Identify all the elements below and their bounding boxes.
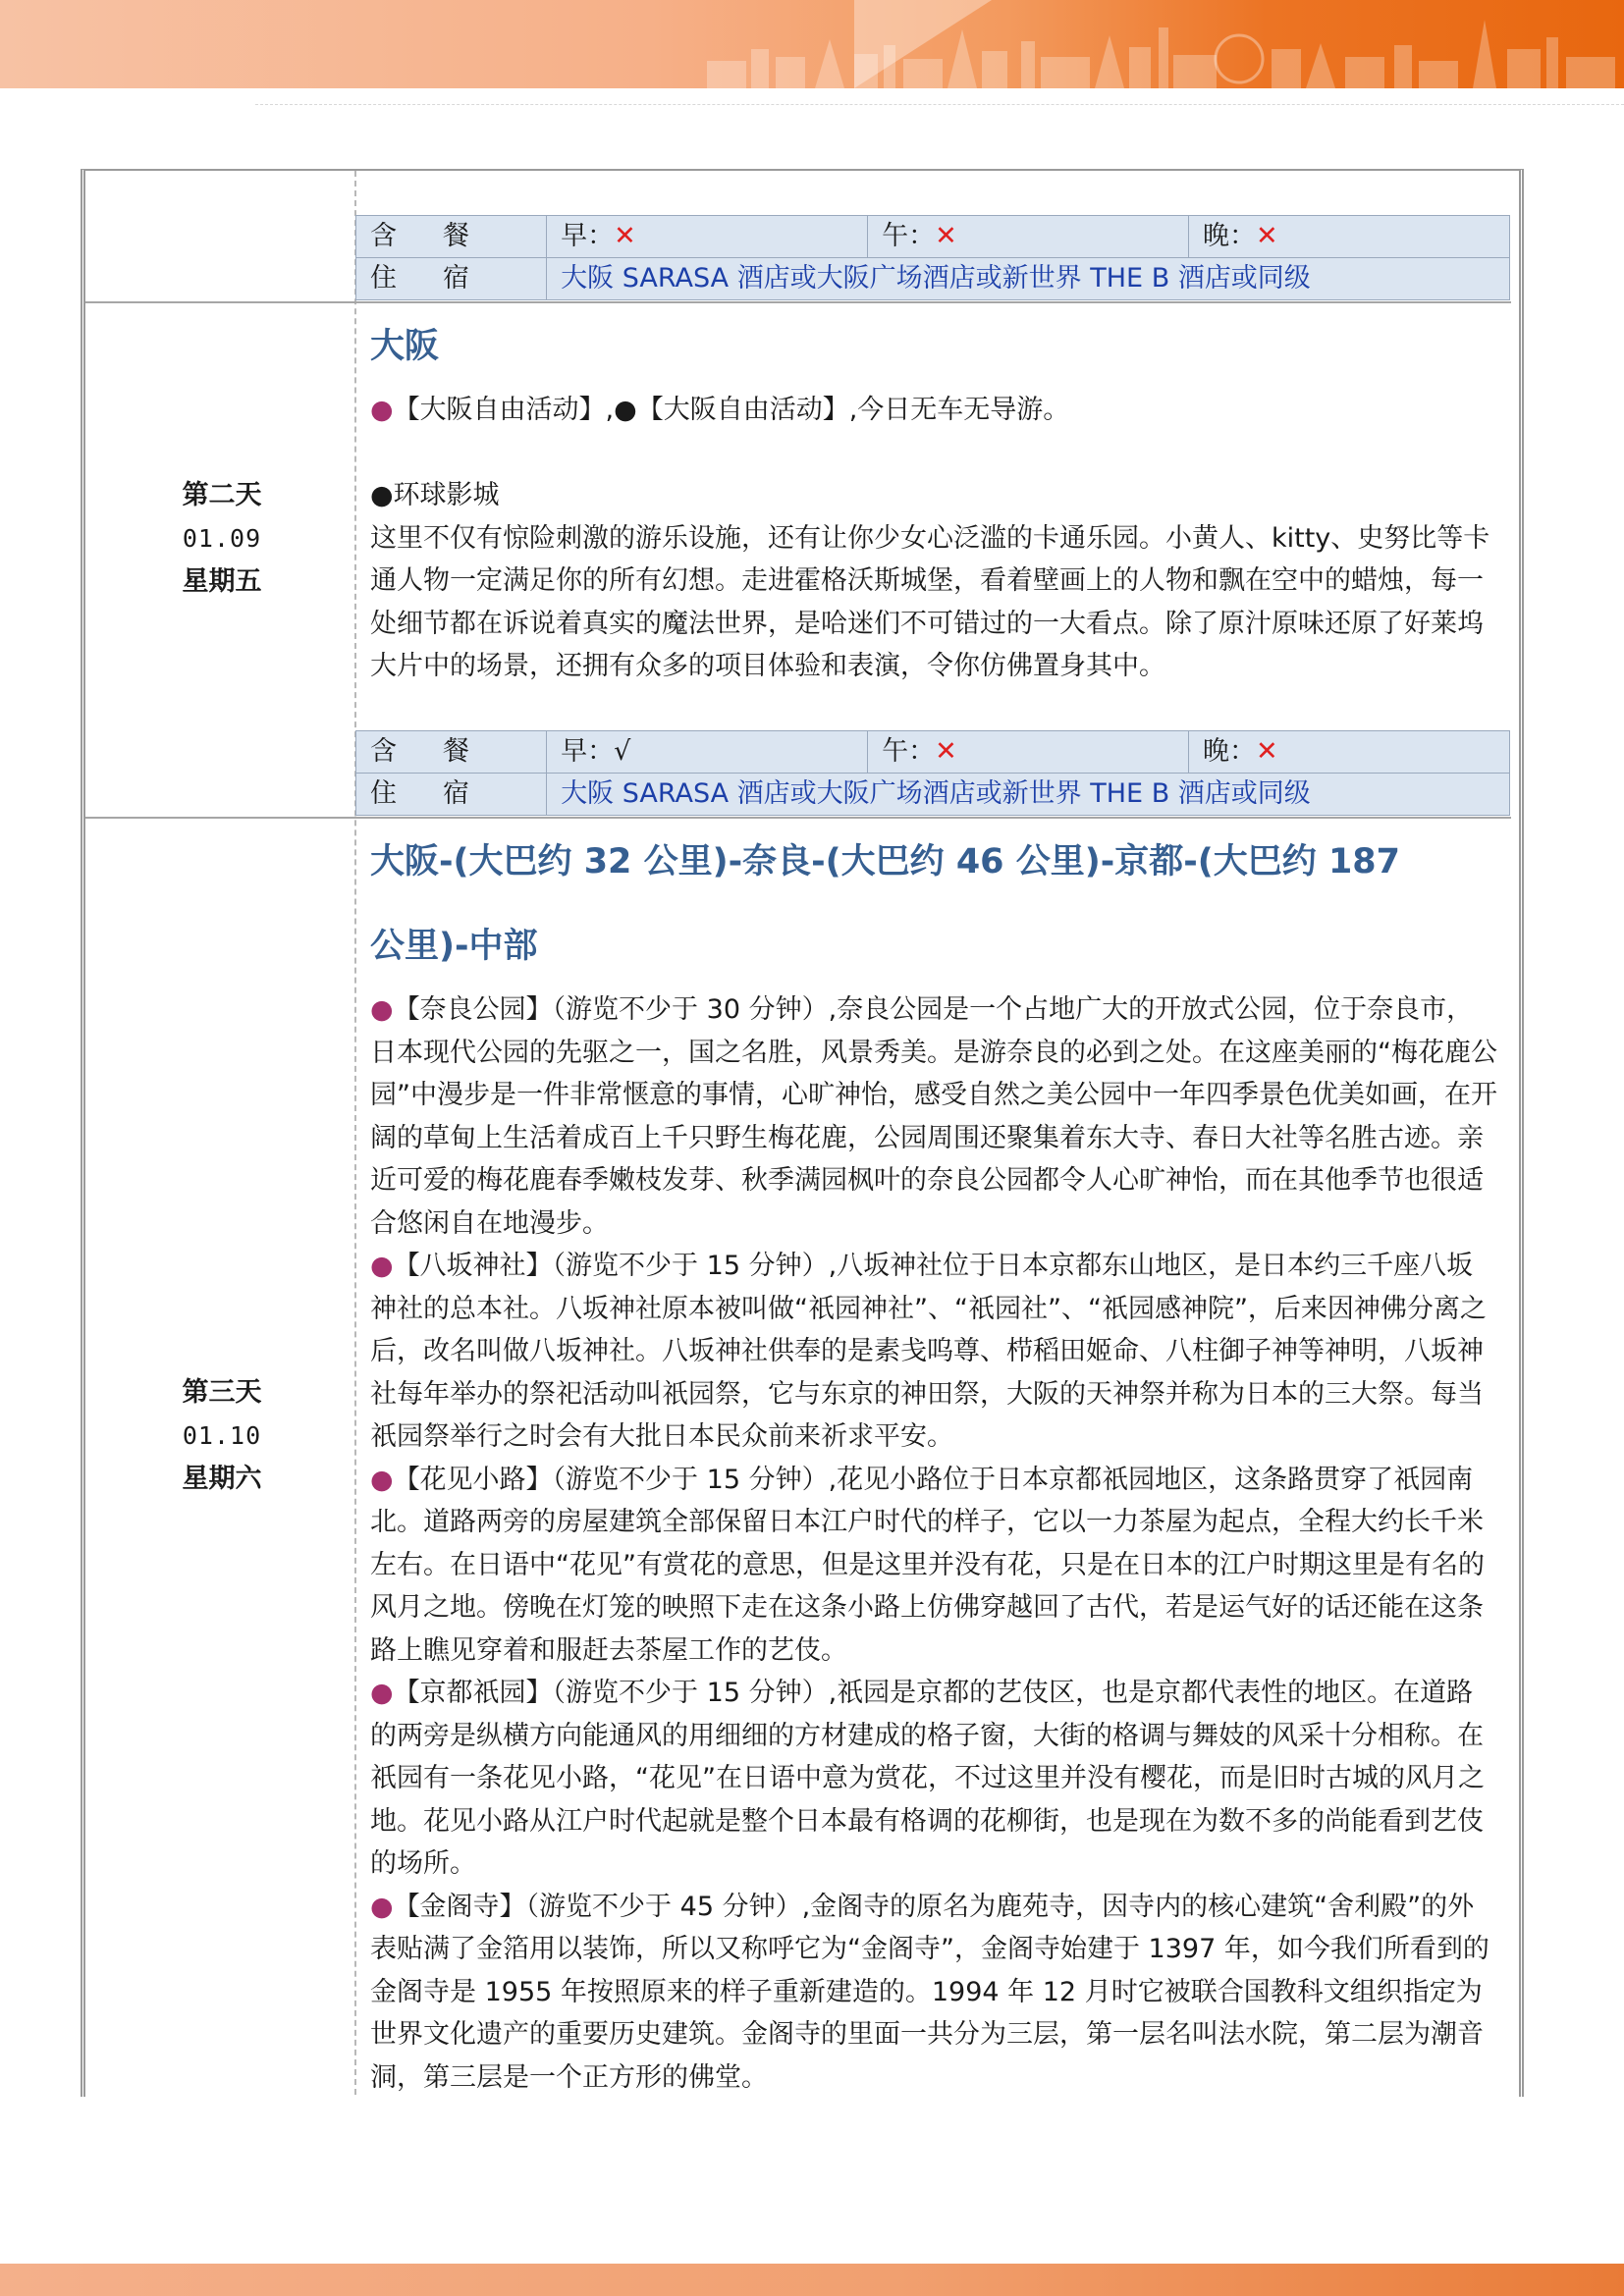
hotel-label: 住 宿	[356, 774, 547, 816]
breakfast-cell: 早：√	[547, 731, 868, 774]
footer-band	[0, 2264, 1624, 2296]
dinner-cell: 晚：✕	[1189, 216, 1510, 258]
lunch-cell: 午：✕	[868, 216, 1189, 258]
bullet-dot-icon: ●	[614, 395, 637, 425]
bullet-dot-icon: ●	[370, 1251, 394, 1281]
day2-intro: ●【大阪自由活动】,●【大阪自由活动】,今日无车无导游。	[370, 395, 1070, 425]
day2-meal-hotel-grid	[355, 730, 1510, 816]
day2-content	[370, 304, 1499, 688]
day3-title-line2: 公里)-中部	[370, 927, 538, 966]
meal-label: 含 餐	[356, 731, 547, 774]
lunch-cross-icon: ✕	[935, 221, 957, 251]
lunch-cross-icon: ✕	[935, 736, 957, 767]
bullet-dot-icon: ●	[370, 994, 394, 1025]
day2-name: 第二天	[182, 480, 262, 510]
header-divider	[255, 104, 1624, 105]
attraction-paragraph: ●【京都祇园】（游览不少于 15 分钟）,祇园是京都的艺伎区，也是京都代表性的地区。在道路的两旁是纵横方向能通风的用细细的方材建成的格子窗，大街的格调与舞妓的风采十分相称。在祇园有一条花见小路，“花见”在日语中意为赏花，不过这里并没有樱花，而是旧时古城的风月之地。花见小路从江户时代起就是整个日本最有格调的花柳街，也是现在为数不多的尚能看到艺伎的场所。	[370, 1678, 1485, 1879]
header-banner	[0, 0, 1624, 88]
breakfast-cross-icon: ✕	[614, 221, 636, 251]
dinner-cross-icon: ✕	[1256, 736, 1278, 767]
attraction-paragraph: ●【奈良公园】（游览不少于 30 分钟）,奈良公园是一个占地广大的开放式公园，位于奈良市，日本现代公园的先驱之一，国之名胜，风景秀美。是游奈良的必到之处。在这座美丽的“梅花鹿公园”中漫步是一件非常惬意的事情，心旷神怡，感受自然之美公园中一年四季景色优美如画，在开阔的草甸上生活着成百上千只野生梅花鹿，公园周围还聚集着东大寺、春日大社等名胜古迹。亲近可爱的梅花鹿春季嫩枝发芽、秋季满园枫叶的奈良公园都令人心旷神怡，而在其他季节也很适合悠闲自在地漫步。	[370, 994, 1497, 1239]
day3-date: 01.10	[182, 1421, 262, 1450]
day2-label	[90, 474, 353, 604]
day3-title-line1: 大阪-(大巴约 32 公里)-奈良-(大巴约 46 公里)-京都-(大巴约 187	[370, 842, 1401, 881]
lunch-cell: 午：✕	[868, 731, 1189, 774]
bullet-dot-icon: ●	[370, 395, 394, 425]
bullet-dot-icon: ●	[370, 1464, 394, 1495]
day2-spot: ●环球影城	[370, 480, 500, 510]
day2-date: 01.09	[182, 524, 262, 553]
breakfast-check-icon: √	[614, 736, 631, 767]
day2-description: 这里不仅有惊险刺激的游乐设施，还有让你少女心泛滥的卡通乐园。小黄人、kitty、史努比等卡通人物一定满足你的所有幻想。走进霍格沃斯城堡，看着壁画上的人物和飘在空中的蜡烛，每一处细节都在诉说着真实的魔法世界，是哈迷们不可错过的一大看点。除了原汁原味还原了好莱坞大片中的场景，还拥有众多的项目体验和表演，令你仿佛置身其中。	[370, 522, 1490, 681]
breakfast-cell: 早：✕	[547, 216, 868, 258]
attraction-paragraph: ●【八坂神社】（游览不少于 15 分钟）,八坂神社位于日本京都东山地区，是日本约三千座八坂神社的总本社。八坂神社原本被叫做“祇园神社”、“祇园社”、“祇园感神院”，后来因神佛分离之后，改名叫做八坂神社。八坂神社供奉的是素戋呜尊、栉稻田姬命、八柱御子神等神明，八坂神社每年举办的祭祀活动叫祇园祭，它与东京的神田祭，大阪的天神祭并称为日本的三大祭。每当祇园祭举行之时会有大批日本民众前来祈求平安。	[370, 1251, 1487, 1452]
dinner-cell: 晚：✕	[1189, 731, 1510, 774]
hotel-value: 大阪 SARASA 酒店或大阪广场酒店或新世界 THE B 酒店或同级	[547, 774, 1510, 816]
row-divider	[85, 817, 1511, 819]
city-skyline-icon	[0, 0, 1624, 88]
meal-hotel-grid	[355, 215, 1510, 300]
day2-weekday: 星期五	[182, 566, 262, 597]
day3-name: 第三天	[182, 1377, 262, 1408]
attraction-paragraph: ●【金阁寺】（游览不少于 45 分钟）,金阁寺的原名为鹿苑寺，因寺内的核心建筑“舍利殿”的外表贴满了金箔用以装饰，所以又称呼它为“金阁寺”，金阁寺始建于 1397 年，如今我们所看到的金阁寺是 1955 年按照原来的样子重新建造的。1994 年 12 月时它被联合国教科文组织指定为世界文化遗产的重要历史建筑。金阁寺的里面一共分为三层，第一层名叫法水院，第二层为潮音洞，第三层是一个正方形的佛堂。	[370, 1891, 1489, 2093]
bullet-dot-icon: ●	[370, 1891, 394, 1922]
hotel-value: 大阪 SARASA 酒店或大阪广场酒店或新世界 THE B 酒店或同级	[547, 258, 1510, 300]
day2-title: 大阪	[370, 327, 440, 366]
dinner-cross-icon: ✕	[1256, 221, 1278, 251]
row-divider	[85, 301, 1511, 303]
hotel-label: 住 宿	[356, 258, 547, 300]
day3-label	[90, 1371, 353, 1501]
bullet-dot-icon: ●	[370, 1678, 394, 1708]
meal-label: 含 餐	[356, 216, 547, 258]
day3-content	[370, 820, 1499, 2099]
day3-weekday: 星期六	[182, 1464, 262, 1494]
attraction-paragraph: ●【花见小路】（游览不少于 15 分钟）,花见小路位于日本京都祇园地区，这条路贯穿了祇园南北。道路两旁的房屋建筑全部保留日本江户时代的样子，它以一力茶屋为起点，全程大约长千米左右。在日语中“花见”有赏花的意思，但是这里并没有花，只是在日本的江户时期这里是有名的风月之地。傍晚在灯笼的映照下走在这条小路上仿佛穿越回了古代，若是运气好的话还能在这条路上瞧见穿着和服赶去茶屋工作的艺伎。	[370, 1464, 1485, 1666]
column-separator	[354, 171, 356, 2095]
